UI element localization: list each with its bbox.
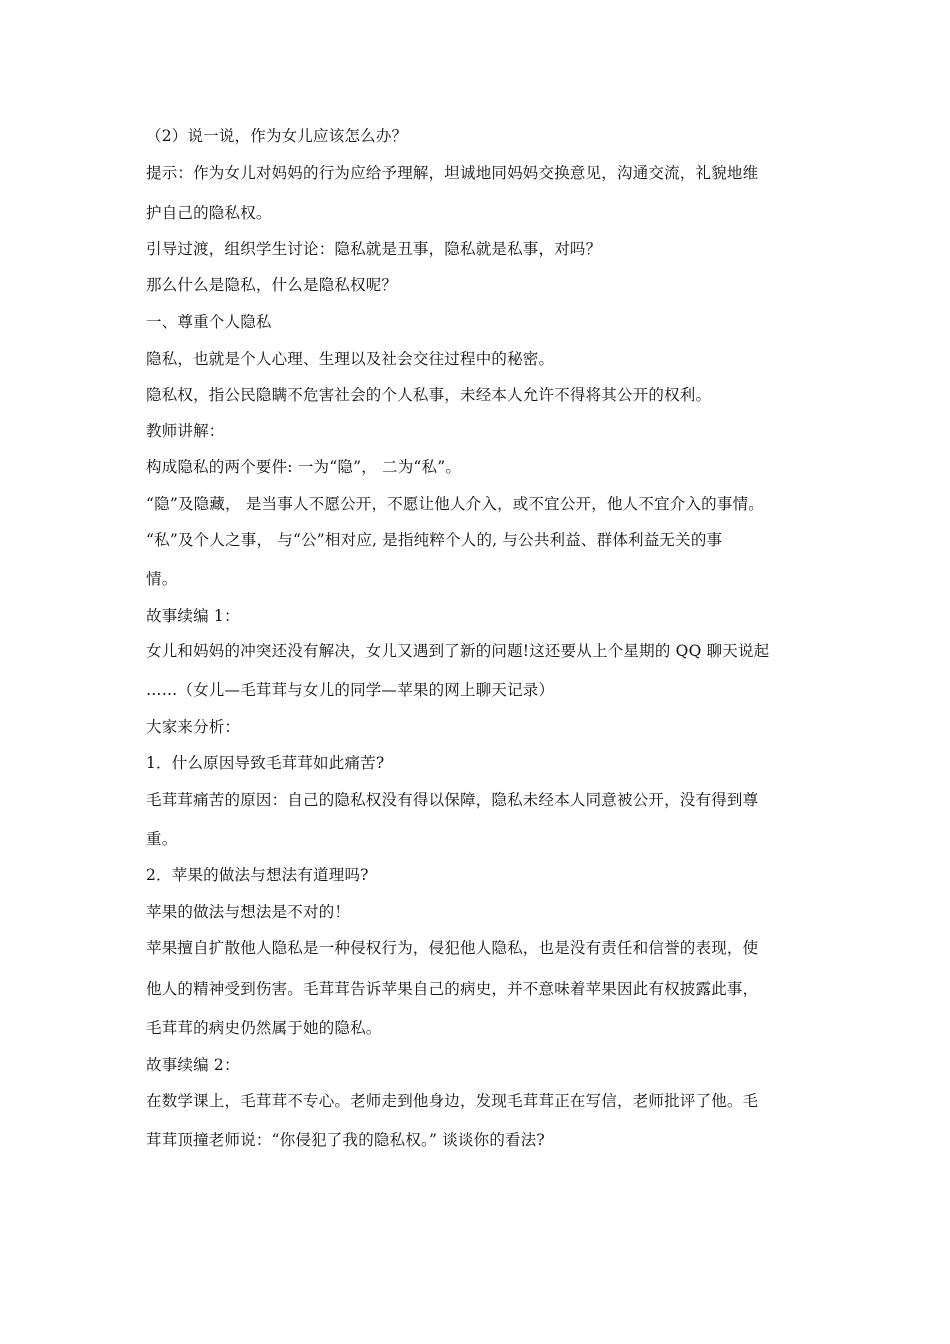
text-line: “私”及个人之事， 与“公”相对应, 是指纯粹个人的, 与公共利益、群体利益无关的事 — [146, 531, 723, 549]
text-line: 隐私权，指公民隐瞒不危害社会的个人私事，未经本人允许不得将其公开的权利。 — [146, 386, 712, 404]
text-line: 故事续编 2： — [146, 1056, 240, 1074]
text-line: 茸茸顶撞老师说：“你侵犯了我的隐私权。” 谈谈你的看法? — [146, 1131, 545, 1149]
text-line: 他人的精神受到伤害。毛茸茸告诉苹果自己的病史，并不意味着苹果因此有权披露此事， — [146, 980, 759, 998]
text-line: 隐私，也就是个人心理、生理以及社会交往过程中的秘密。 — [146, 350, 555, 368]
text-line: 引导过渡，组织学生讨论：隐私就是丑事，隐私就是私事，对吗？ — [146, 240, 602, 258]
text-line: 2．苹果的做法与想法有道理吗? — [146, 866, 369, 884]
text-line: 大家来分析： — [146, 718, 241, 736]
text-line: 重。 — [146, 830, 178, 848]
text-line: 毛茸茸的病史仍然属于她的隐私。 — [146, 1019, 382, 1037]
text-line: 1．什么原因导致毛茸茸如此痛苦? — [146, 754, 385, 772]
text-line: 苹果的做法与想法是不对的！ — [146, 903, 351, 921]
text-line: 教师讲解： — [146, 422, 225, 440]
text-line: （2）说一说，作为女儿应该怎么办？ — [146, 127, 408, 145]
text-line: 女儿和妈妈的冲突还没有解决，女儿又遇到了新的问题!这还要从上个星期的 QQ 聊天说起 — [146, 642, 770, 660]
text-line: ……（女儿—毛茸茸与女儿的同学—苹果的网上聊天记录） — [146, 681, 555, 699]
text-line: 在数学课上，毛茸茸不专心。老师走到他身边，发现毛茸茸正在写信，老师批评了他。毛 — [146, 1092, 759, 1110]
text-line: 提示：作为女儿对妈妈的行为应给予理解，坦诚地同妈妈交换意见，沟通交流，礼貌地维 — [146, 164, 759, 182]
text-line: 护自己的隐私权。 — [146, 204, 272, 222]
text-line: 情。 — [146, 570, 178, 588]
section-heading: 一、尊重个人隐私 — [146, 313, 272, 331]
text-line: 故事续编 1： — [146, 607, 240, 625]
text-line: 那么什么是隐私，什么是隐私权呢？ — [146, 276, 398, 294]
text-line: 毛茸茸痛苦的原因：自己的隐私权没有得以保障，隐私未经本人同意被公开，没有得到尊 — [146, 791, 759, 809]
text-line: 苹果擅自扩散他人隐私是一种侵权行为，侵犯他人隐私，也是没有责任和信誉的表现，使 — [146, 939, 759, 957]
text-line: “隐”及隐藏， 是当事人不愿公开，不愿让他人介入，或不宜公开，他人不宜介入的事情。 — [146, 495, 764, 513]
text-line: 构成隐私的两个要件: 一为“隐”， 二为“私”。 — [146, 458, 462, 476]
